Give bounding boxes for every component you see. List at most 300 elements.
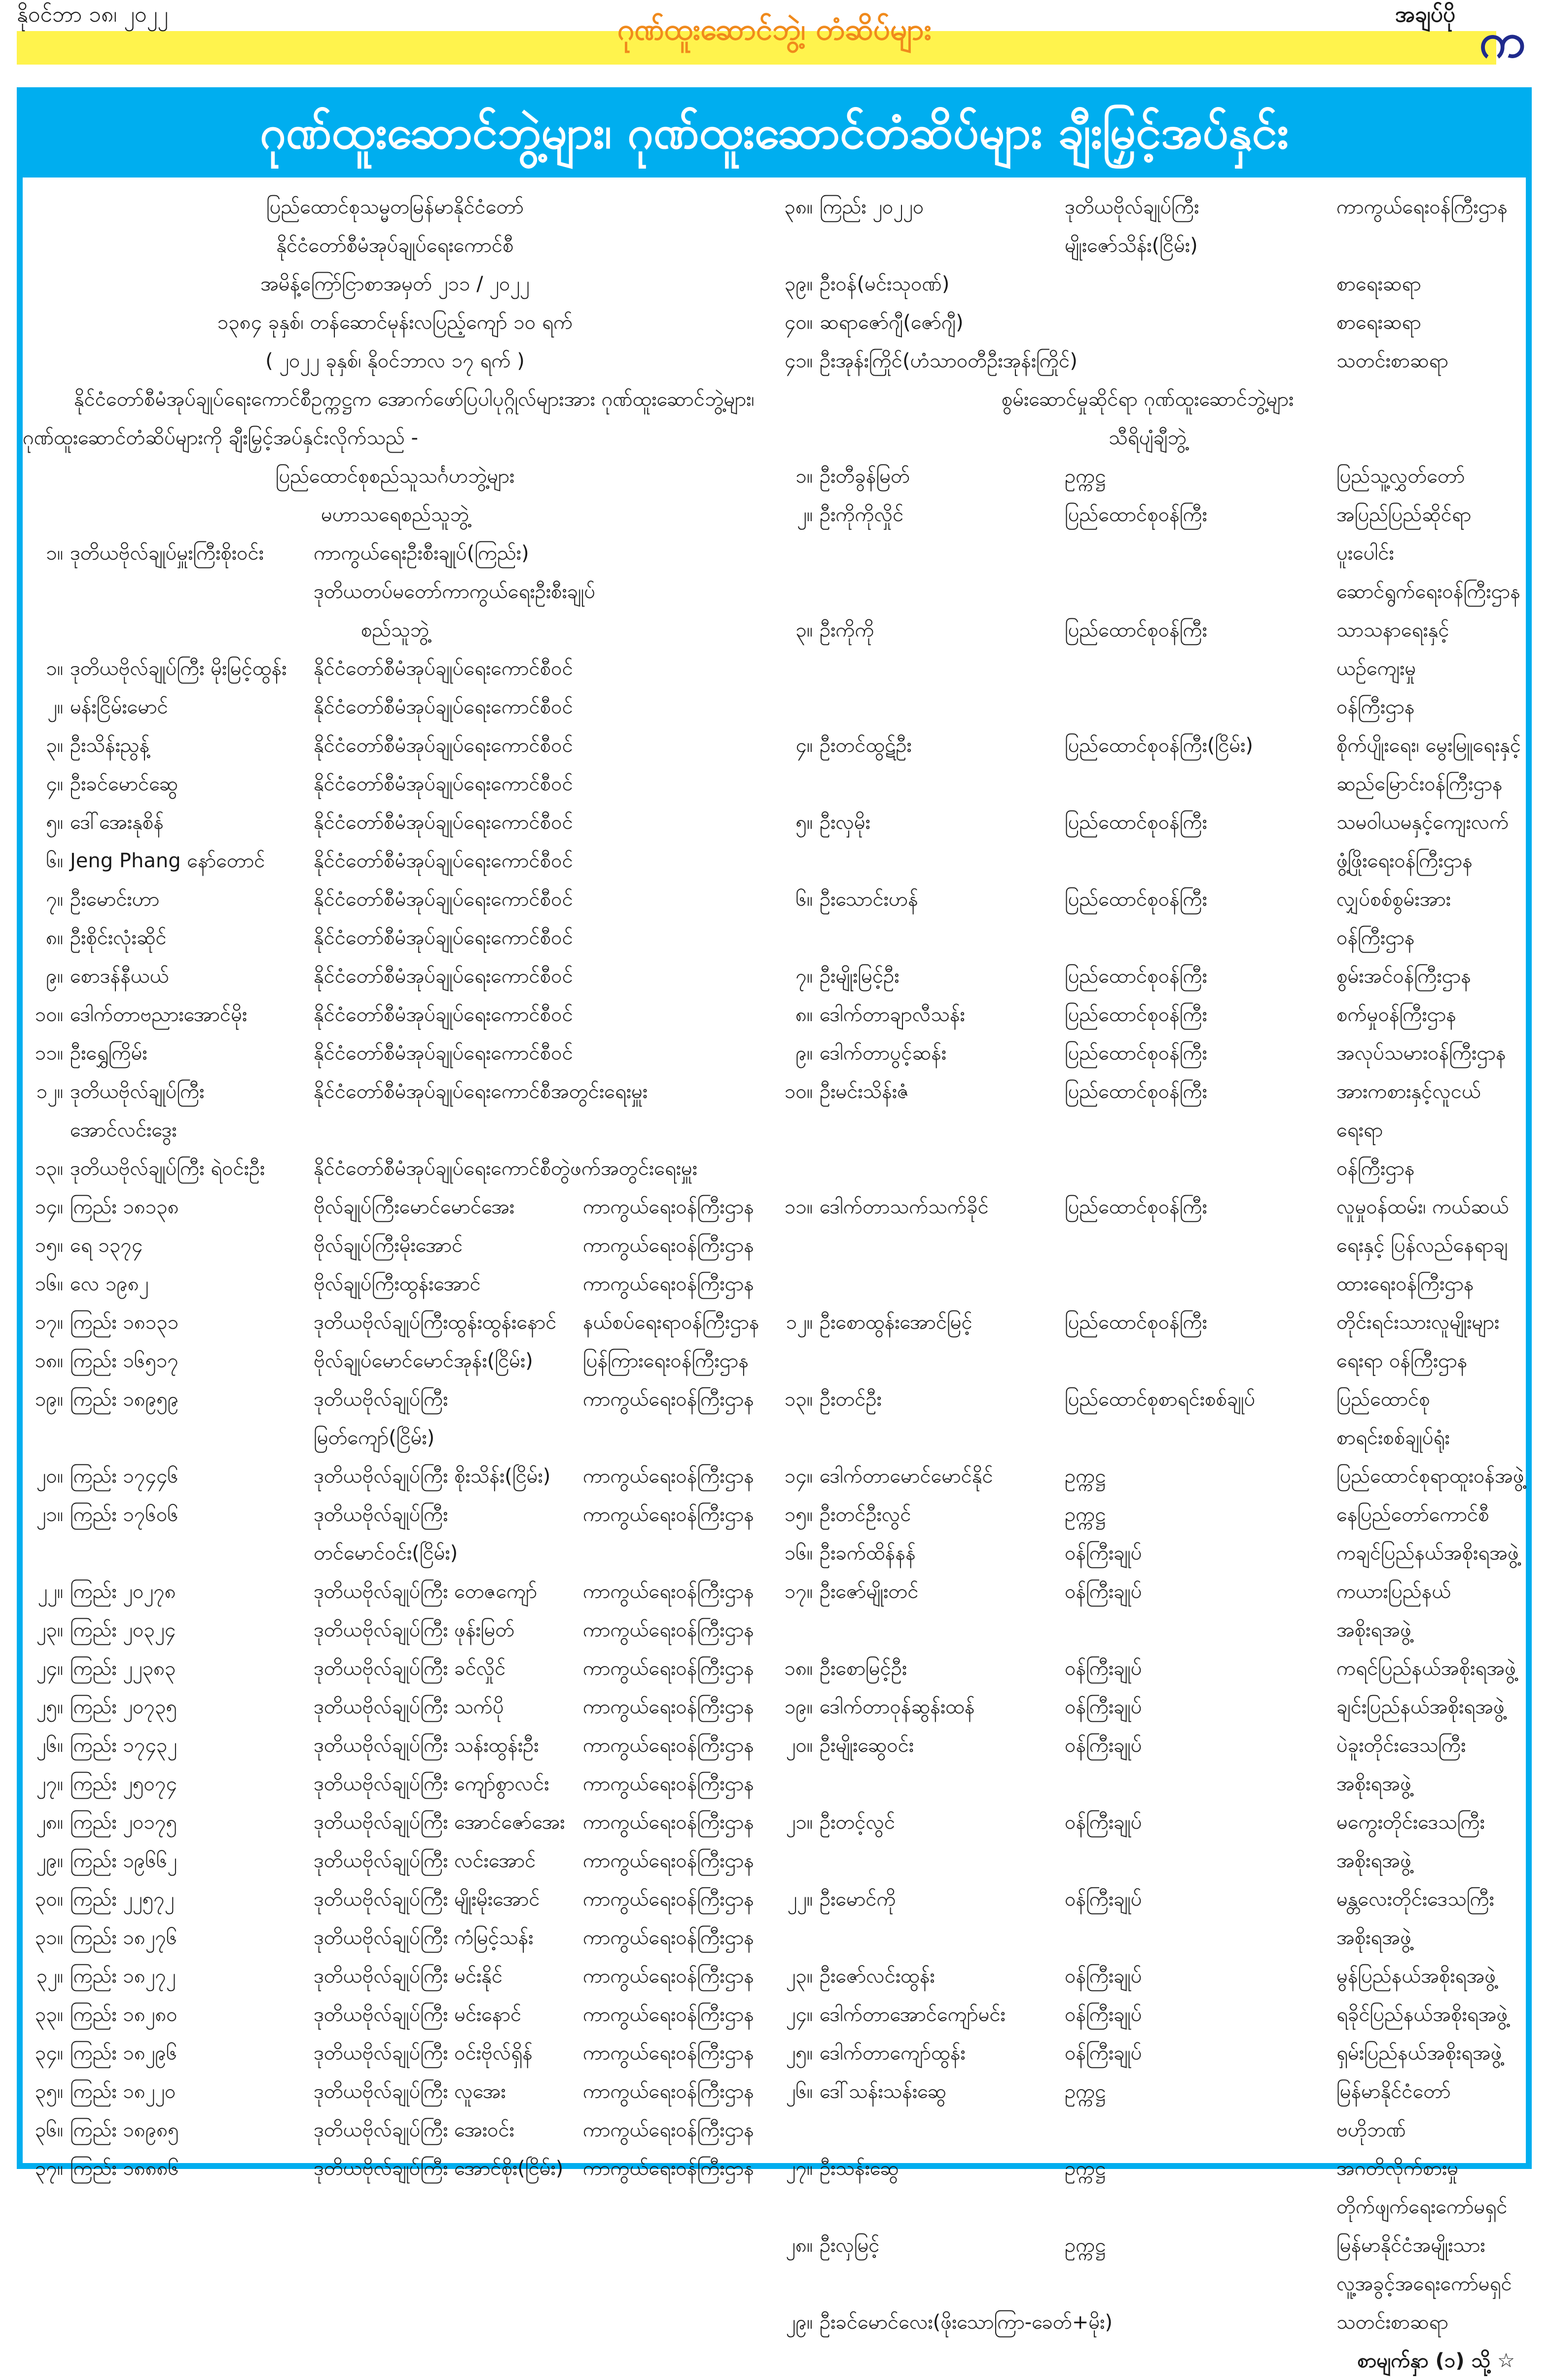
list-item bbox=[770, 880, 1525, 957]
position: ပြည်ထောင်စုဝန်ကြီး bbox=[1065, 1311, 1207, 1334]
recipient-role: နိုင်ငံတော်စီမံအုပ်ချုပ်ရေးကောင်စီဝင် bbox=[314, 657, 573, 680]
item-number: ၇။ bbox=[795, 965, 813, 988]
organization: သတင်းစာဆရာ bbox=[1336, 2311, 1448, 2334]
recipient-name: ဦးကိုကိုလှိုင် bbox=[820, 503, 904, 526]
list-item bbox=[23, 1842, 767, 1880]
item-number: ၈။ bbox=[46, 926, 63, 949]
page-number: က bbox=[1479, 13, 1525, 68]
recipient-role: နိုင်ငံတော်စီမံအုပ်ချုပ်ရေးကောင်စီဝင် bbox=[314, 1003, 573, 1026]
item-number: ၁၃။ bbox=[35, 1157, 63, 1180]
list-item bbox=[770, 957, 1525, 995]
service-number: ကြည်း ၂၀၇၃၅ bbox=[70, 1696, 178, 1718]
service-number: ကြည်း ၁၇၄၄၆ bbox=[70, 1465, 179, 1488]
item-number: ၃၈။ bbox=[784, 196, 813, 218]
order-header-line: အမိန့်ကြော်ငြာစာအမှတ် ၂၁၁ / ၂၀၂၂ bbox=[260, 273, 530, 295]
item-number: ၃။ bbox=[46, 734, 63, 757]
position: ဝန်ကြီးချုပ် bbox=[1065, 1580, 1142, 1603]
list-item bbox=[770, 1457, 1525, 1495]
organization: လျှပ်စစ်စွမ်းအားဝန်ကြီးဌာန bbox=[1336, 888, 1451, 949]
item-number: ၃၄။ bbox=[35, 2042, 63, 2064]
recipient-name: ဒုတိယဗိုလ်ချုပ်ကြီး ရဲဝင်းဦး bbox=[70, 1157, 265, 1180]
ministry: ကာကွယ်ရေးဝန်ကြီးဌာန bbox=[583, 1696, 754, 1718]
position: ဝန်ကြီးချုပ် bbox=[1065, 1888, 1142, 1911]
item-number: ၂၃။ bbox=[786, 1965, 813, 1988]
item-number: ၂၁။ bbox=[786, 1811, 813, 1834]
position: ပြည်ထောင်စုဝန်ကြီး bbox=[1065, 811, 1207, 834]
list-item bbox=[23, 1034, 767, 1072]
item-number: ၁၁။ bbox=[35, 1042, 63, 1065]
recipient-name: ဦးခက်ထိန်နန် bbox=[820, 1542, 916, 1564]
position: ပြည်ထောင်စုဝန်ကြီး bbox=[1065, 1196, 1207, 1218]
item-number: ၁၇။ bbox=[784, 1580, 813, 1603]
recipient-name: ဒုတိယဗိုလ်ချုပ်ကြီး လူအေး bbox=[314, 2080, 506, 2103]
item-number: ၉။ bbox=[46, 965, 63, 988]
item-number: ၂၉။ bbox=[786, 2311, 813, 2334]
recipient-name: ဗိုလ်ချုပ်ကြီးမောင်မောင်အေး bbox=[314, 1196, 515, 1218]
section-heading: ပြည်ထောင်စုစည်သူသင်္ဂဟဘွဲ့များ bbox=[275, 465, 515, 488]
ministry: ကာကွယ်ရေးဝန်ကြီးဌာန bbox=[583, 1196, 754, 1218]
recipient-name: ဒုတိယဗိုလ်ချုပ်ကြီး ကံမြင့်သန်း bbox=[314, 1926, 534, 1949]
list-item bbox=[23, 534, 767, 611]
position: ဝန်ကြီးချုပ် bbox=[1065, 1965, 1142, 1988]
list-item bbox=[770, 1726, 1525, 1803]
position: ဝန်ကြီးချုပ် bbox=[1065, 2003, 1142, 2026]
position: ပြည်ထောင်စုဝန်ကြီး bbox=[1065, 965, 1207, 988]
continued-on-page: စာမျက်နှာ (၁) သို့ ☆ bbox=[1357, 2349, 1515, 2372]
recipient-name: ဦးကိုကို bbox=[820, 619, 874, 641]
item-number: ၃၁။ bbox=[35, 1926, 63, 1949]
list-item bbox=[770, 496, 1525, 611]
service-number: ကြည်း ၂၀၃၂၄ bbox=[70, 1619, 176, 1641]
list-item bbox=[770, 265, 1525, 303]
list-item bbox=[770, 2149, 1525, 2226]
item-number: ၅။ bbox=[795, 811, 813, 834]
recipient-name: ဦးမင်းသိန်းဇံ bbox=[820, 1080, 909, 1103]
recipient-name: ဒုတိယဗိုလ်ချုပ်ကြီး လင်းအောင် bbox=[314, 1849, 536, 1872]
item-number: ၁၀။ bbox=[35, 1003, 63, 1026]
position: ဥက္ကဋ္ဌ bbox=[1065, 2080, 1106, 2103]
ministry: ကာကွယ်ရေးဝန်ကြီးဌာန bbox=[583, 2119, 754, 2141]
ministry: ကာကွယ်ရေးဝန်ကြီးဌာန bbox=[583, 2080, 754, 2103]
service-number: ကြည်း ၁၈၉၈၅ bbox=[70, 2119, 179, 2141]
item-number: ၁၆။ bbox=[35, 1273, 63, 1295]
service-number: ကြည်း ၁၉၆၆၂ bbox=[70, 1849, 178, 1872]
list-item bbox=[23, 726, 767, 765]
list-item bbox=[770, 457, 1525, 496]
organization: စက်မှုဝန်ကြီးဌာန bbox=[1336, 1003, 1457, 1026]
profession: စာရေးဆရာ bbox=[1336, 273, 1421, 295]
recipient-name: ဦးတင်ဦး bbox=[820, 1388, 882, 1411]
service-number: လေ ၁၉၈၂ bbox=[70, 1273, 149, 1295]
item-number: ၄၁။ bbox=[784, 350, 813, 372]
list-item bbox=[23, 1649, 767, 1688]
organization: ကချင်ပြည်နယ်အစိုးရအဖွဲ့ bbox=[1336, 1542, 1519, 1564]
list-item bbox=[23, 1303, 767, 1342]
recipient-name: ဦးတင်ထွဋ်ဦး bbox=[820, 734, 912, 757]
position: ဝန်ကြီးချုပ် bbox=[1065, 1696, 1142, 1718]
list-item bbox=[23, 880, 767, 919]
recipient-name: ဒုတိယဗိုလ်ချုပ်မှူးကြီးစိုးဝင်း bbox=[70, 542, 264, 565]
item-number: ၁၅။ bbox=[784, 1503, 813, 1526]
position: ဥက္ကဋ္ဌ bbox=[1065, 2234, 1106, 2257]
recipient-name: ဦးရွှေကြိမ်း bbox=[70, 1042, 147, 1065]
list-item bbox=[23, 957, 767, 995]
list-item bbox=[23, 688, 767, 726]
recipient-role: နိုင်ငံတော်စီမံအုပ်ချုပ်ရေးကောင်စီဝင် bbox=[314, 773, 573, 795]
list-item bbox=[23, 1726, 767, 1765]
item-number: ၁၄။ bbox=[35, 1196, 63, 1218]
ministry: ပြန်ကြားရေးဝန်ကြီးဌာန bbox=[583, 1350, 749, 1372]
item-number: ၂၆။ bbox=[36, 1734, 63, 1757]
service-number: ကြည်း ၁၆၅၁၇ bbox=[70, 1350, 179, 1372]
position: ပြည်ထောင်စုဝန်ကြီး bbox=[1065, 1003, 1207, 1026]
item-number: ၂၅။ bbox=[786, 2042, 813, 2064]
supplement-label: အချပ်ပို bbox=[1395, 2, 1455, 27]
list-item bbox=[770, 1534, 1525, 1572]
service-number: ကြည်း ၁၈၂၇၆ bbox=[70, 1926, 178, 1949]
item-number: ၁။ bbox=[46, 657, 63, 680]
recipient-name: ဦးစိုင်းလုံးဆိုင် bbox=[70, 926, 167, 949]
item-number: ၄၀။ bbox=[784, 311, 813, 334]
item-number: ၂၄။ bbox=[786, 2003, 813, 2026]
item-number: ၃၅။ bbox=[35, 2080, 63, 2103]
ministry: ကာကွယ်ရေးဝန်ကြီးဌာန bbox=[583, 1657, 754, 1680]
recipient-name: ဒုတိယဗိုလ်ချုပ်ကြီး မျိုးဇော်သိန်း(ငြိမ်း) bbox=[1065, 196, 1199, 257]
ministry: ကာကွယ်ရေးဝန်ကြီးဌာန bbox=[583, 1926, 754, 1949]
list-item bbox=[770, 1380, 1525, 1457]
list-item bbox=[23, 1072, 767, 1149]
organization: ပဲခူးတိုင်းဒေသကြီး အစိုးရအဖွဲ့ bbox=[1336, 1734, 1466, 1795]
item-number: ၂၀။ bbox=[786, 1734, 813, 1757]
recipient-role: နိုင်ငံတော်စီမံအုပ်ချုပ်ရေးကောင်စီဝင် bbox=[314, 965, 573, 988]
list-item bbox=[770, 1995, 1525, 2034]
item-number: ၁၉။ bbox=[35, 1388, 63, 1411]
list-item bbox=[23, 2072, 767, 2111]
recipient-name: ဒုတိယဗိုလ်ချုပ်ကြီး ဝင်းဗိုလ်ရှိန် bbox=[314, 2042, 533, 2064]
service-number: ကြည်း ၁၈၂၂၀ bbox=[70, 2080, 176, 2103]
recipient-name: ဒုတိယဗိုလ်ချုပ်ကြီး မင်းနောင် bbox=[314, 2003, 522, 2026]
list-item bbox=[770, 1303, 1525, 1380]
ministry: ကာကွယ်ရေးဝန်ကြီးဌာန bbox=[583, 1465, 754, 1488]
issue-date: နိုဝင်ဘာ ၁၈၊ ၂၀၂၂ bbox=[17, 2, 168, 27]
recipient-name: ဦးတင်ဦးလွင် bbox=[820, 1503, 911, 1526]
item-number: ၂၇။ bbox=[786, 2157, 813, 2180]
ministry: ကာကွယ်ရေးဝန်ကြီးဌာန bbox=[583, 1388, 754, 1411]
list-item bbox=[23, 1342, 767, 1380]
right-column bbox=[770, 188, 1525, 2380]
recipient-name: ဒုတိယဗိုလ်ချုပ်ကြီး အောင်လင်းဒွေး bbox=[70, 1080, 205, 1141]
item-number: ၉။ bbox=[795, 1042, 813, 1065]
list-item bbox=[770, 803, 1525, 880]
list-item bbox=[23, 1918, 767, 1957]
item-number: ၁၁။ bbox=[784, 1196, 813, 1218]
recipient-name: ဒေါက်တာအောင်ကျော်မင်း bbox=[820, 2003, 1006, 2026]
recipient-name: ဦးဝန်(မင်းသုဝဏ်) bbox=[820, 273, 950, 295]
ministry: ကာကွယ်ရေးဝန်ကြီးဌာန bbox=[583, 2042, 754, 2064]
ministry: ကာကွယ်ရေးဝန်ကြီးဌာန bbox=[583, 1849, 754, 1872]
list-item bbox=[770, 2303, 1525, 2342]
ministry: ကာကွယ်ရေးဝန်ကြီးဌာန bbox=[583, 1965, 754, 1988]
ministry: ကာကွယ်ရေးဝန်ကြီးဌာန bbox=[583, 1888, 754, 1911]
recipient-name: ဦးဇော်လင်းထွန်း bbox=[820, 1965, 935, 1988]
profession: စာရေးဆရာ bbox=[1336, 311, 1421, 334]
ministry: ကာကွယ်ရေးဝန်ကြီးဌာန bbox=[583, 1580, 754, 1603]
item-number: ၄။ bbox=[795, 734, 813, 757]
recipient-name: ဦးမျိုးမြင့်ဦး bbox=[820, 965, 900, 988]
recipient-name: ဒုတိယဗိုလ်ချုပ်ကြီး မိုးမြင့်ထွန်း bbox=[70, 657, 287, 680]
organization: သာသနာရေးနှင့်ယဉ်ကျေးမှု ဝန်ကြီးဌာန bbox=[1336, 619, 1449, 718]
list-item bbox=[23, 1226, 767, 1265]
service-number: ကြည်း ၁၈၂၇၂ bbox=[70, 1965, 176, 1988]
recipient-name: ဒုတိယဗိုလ်ချုပ်ကြီး မင်းနိုင် bbox=[314, 1965, 503, 1988]
list-item bbox=[23, 1265, 767, 1303]
organization: အားကစားနှင့်လူငယ်ရေးရာ ဝန်ကြီးဌာန bbox=[1336, 1080, 1481, 1180]
item-number: ၂၄။ bbox=[36, 1657, 63, 1680]
organization: ပြည်ထောင်စု စာရင်းစစ်ချုပ်ရုံး bbox=[1336, 1388, 1450, 1449]
recipient-name: ဦးသိန်းညွန့် bbox=[70, 734, 150, 757]
list-item bbox=[23, 995, 767, 1034]
recipient-name: ဦးတီခွန်မြတ် bbox=[820, 465, 910, 488]
ministry: ကာကွယ်ရေးဝန်ကြီးဌာန bbox=[583, 1811, 754, 1834]
list-item bbox=[770, 2226, 1525, 2303]
list-item bbox=[23, 649, 767, 688]
position: ဝန်ကြီးချုပ် bbox=[1065, 2042, 1142, 2064]
item-number: ၆။ bbox=[46, 850, 63, 872]
list-item bbox=[770, 611, 1525, 726]
list-item bbox=[770, 188, 1525, 265]
service-number: ကြည်း ၂၀၂၂၀ bbox=[820, 196, 924, 218]
organization: အဂတိလိုက်စားမှု တိုက်ဖျက်ရေးကော်မရှင် bbox=[1336, 2157, 1508, 2218]
ministry: ကာကွယ်ရေးဝန်ကြီးဌာန bbox=[583, 2157, 754, 2180]
recipient-role: ကာကွယ်ရေးဦးစီးချုပ်(ကြည်း) ဒုတိယတပ်မတော်ကာကွယ်ရေးဦးစီးချုပ် bbox=[314, 542, 596, 603]
recipient-name: ဦးခင်မောင်လေး(ဖိုးသောကြာ-ခေတ်+မိုး) bbox=[820, 2311, 1113, 2334]
recipient-role: နိုင်ငံတော်စီမံအုပ်ချုပ်ရေးကောင်စီဝင် bbox=[314, 850, 573, 872]
list-item bbox=[770, 1688, 1525, 1726]
recipient-name: ဦးစောထွန်းအောင်မြင့် bbox=[820, 1311, 973, 1334]
subsection-heading: မဟာသရေစည်သူဘွဲ့ bbox=[321, 503, 469, 526]
position: ပြည်ထောင်စုဝန်ကြီး bbox=[1065, 619, 1207, 641]
recipient-name: ဗိုလ်ချုပ်မောင်မောင်အုန်း(ငြိမ်း) bbox=[314, 1350, 533, 1372]
recipient-role: နိုင်ငံတော်စီမံအုပ်ချုပ်ရေးကောင်စီဝင် bbox=[314, 734, 573, 757]
organization: ရခိုင်ပြည်နယ်အစိုးရအဖွဲ့ bbox=[1336, 2003, 1508, 2026]
position: ဝန်ကြီးချုပ် bbox=[1065, 1657, 1142, 1680]
recipient-name: ဦးစောမြင့်ဦး bbox=[820, 1657, 907, 1680]
list-item bbox=[770, 342, 1525, 380]
recipient-name: ဦးသောင်းဟန် bbox=[820, 888, 918, 911]
organization: မြန်မာနိုင်ငံတော် ဗဟိုဘဏ် bbox=[1336, 2080, 1451, 2141]
list-item bbox=[23, 1688, 767, 1726]
position: ဝန်ကြီးချုပ် bbox=[1065, 1811, 1142, 1834]
recipient-name: ဒုတိယဗိုလ်ချုပ်ကြီး တင်မောင်ဝင်း(ငြိမ်း) bbox=[314, 1503, 458, 1564]
service-number: ကြည်း ၁၈၁၃၈ bbox=[70, 1196, 179, 1218]
item-number: ၃၇။ bbox=[35, 2157, 63, 2180]
service-number: ကြည်း ၁၈၁၃၁ bbox=[70, 1311, 179, 1334]
section-title: ဂုဏ်ထူးဆောင်ဘွဲ့၊ တံဆိပ်များ bbox=[617, 12, 932, 47]
recipient-name: ဦးမောင်ကို bbox=[820, 1888, 896, 1911]
section-heading: စွမ်းဆောင်မှုဆိုင်ရာ ဂုဏ်ထူးဆောင်ဘွဲ့များ bbox=[1001, 388, 1294, 411]
list-item bbox=[23, 842, 767, 880]
list-item bbox=[770, 1572, 1525, 1649]
item-number: ၂၂။ bbox=[787, 1888, 813, 1911]
position: ဥက္ကဋ္ဌ bbox=[1065, 1465, 1106, 1488]
recipient-name: ဒုတိယဗိုလ်ချုပ်ကြီး မျိုးမိုးအောင် bbox=[314, 1888, 540, 1911]
list-item bbox=[23, 1995, 767, 2034]
list-item bbox=[23, 1880, 767, 1918]
recipient-name: ဒုတိယဗိုလ်ချုပ်ကြီး အေးဝင်း bbox=[314, 2119, 514, 2141]
intro-paragraph: နိုင်ငံတော်စီမံအုပ်ချုပ်ရေးကောင်စီဥက္ကဋ္ဌက အောက်ဖော်ပြပါပုဂ္ဂိုလ်များအား ဂုဏ်ထူးဆောင်ဘွဲ့များ၊ ဂုဏ်ထူးဆောင်တံဆိပ်များကို ချီးမြှင့်အပ်နှင်းလိုက်သည် - bbox=[23, 388, 755, 449]
list-item bbox=[23, 919, 767, 957]
ministry: ကာကွယ်ရေးဝန်ကြီးဌာန bbox=[583, 2003, 754, 2026]
recipient-name: ဒေါ်အေးနုစိန် bbox=[70, 811, 164, 834]
recipient-name: ဦးခင်မောင်ဆွေ bbox=[70, 773, 179, 795]
item-number: ၂။ bbox=[797, 503, 813, 526]
recipient-name: ဒေါက်တာဗညားအောင်မိုး bbox=[70, 1003, 248, 1026]
list-item bbox=[770, 1649, 1525, 1688]
recipient-name: ဒေါက်တာကျော်ထွန်း bbox=[820, 2042, 966, 2064]
service-number: ကြည်း ၁၈၉၅၉ bbox=[70, 1388, 179, 1411]
recipient-name: ဒုတိယဗိုလ်ချုပ်ကြီး မြတ်ကျော်(ငြိမ်း) bbox=[314, 1388, 448, 1449]
position: ဥက္ကဋ္ဌ bbox=[1065, 1503, 1106, 1526]
item-number: ၃။ bbox=[795, 619, 813, 641]
list-item bbox=[770, 1495, 1525, 1534]
organization: တိုင်းရင်းသားလူမျိုးများ ရေးရာ ဝန်ကြီးဌာန bbox=[1336, 1311, 1500, 1372]
recipient-name: မန်းငြိမ်းမောင် bbox=[70, 696, 168, 718]
recipient-name: ဒေါက်တာချာလီသန်း bbox=[820, 1003, 965, 1026]
service-number: ကြည်း ၂၀၁၇၅ bbox=[70, 1811, 178, 1834]
list-item bbox=[770, 303, 1525, 342]
recipient-name: ဒေါက်တာပွင့်ဆန်း bbox=[820, 1042, 946, 1065]
recipient-role: နိုင်ငံတော်စီမံအုပ်ချုပ်ရေးကောင်စီဝင် bbox=[314, 811, 573, 834]
organization: ပြည်ထောင်စုရာထူးဝန်အဖွဲ့ bbox=[1336, 1465, 1524, 1488]
recipient-name: ဦးလှမိုး bbox=[820, 811, 870, 834]
item-number: ၂၇။ bbox=[36, 1773, 63, 1795]
section-heading: သီရိပျံချီဘွဲ့ bbox=[1108, 426, 1187, 449]
organization: စိုက်ပျိုးရေး၊ မွေးမြူရေးနှင့် ဆည်မြောင်းဝန်ကြီးဌာန bbox=[1336, 734, 1521, 795]
item-number: ၂၀။ bbox=[36, 1465, 63, 1488]
organization: နေပြည်တော်ကောင်စီ bbox=[1336, 1503, 1489, 1526]
list-item bbox=[770, 1803, 1525, 1880]
recipient-name: ဒုတိယဗိုလ်ချုပ်ကြီး ကျော်စွာလင်း bbox=[314, 1773, 549, 1795]
position: ပြည်ထောင်စုဝန်ကြီး bbox=[1065, 1080, 1207, 1103]
organization: ပြည်သူ့လွှတ်တော် bbox=[1336, 465, 1465, 488]
ministry: ကာကွယ်ရေးဝန်ကြီးဌာန bbox=[583, 1503, 754, 1526]
organization: စွမ်းအင်ဝန်ကြီးဌာန bbox=[1336, 965, 1471, 988]
item-number: ၂၁။ bbox=[36, 1503, 63, 1526]
list-item bbox=[23, 2149, 767, 2188]
item-number: ၃၂။ bbox=[36, 1965, 63, 1988]
ministry: ကာကွယ်ရေးဝန်ကြီးဌာန bbox=[583, 1734, 754, 1757]
recipient-role: နိုင်ငံတော်စီမံအုပ်ချုပ်ရေးကောင်စီတွဲဖက်အတွင်းရေးမှူး bbox=[314, 1157, 698, 1180]
recipient-role: နိုင်ငံတော်စီမံအုပ်ချုပ်ရေးကောင်စီဝင် bbox=[314, 696, 573, 718]
position: ပြည်ထောင်စုဝန်ကြီး bbox=[1065, 888, 1207, 911]
item-number: ၃၆။ bbox=[35, 2119, 63, 2141]
item-number: ၂၆။ bbox=[786, 2080, 813, 2103]
order-header-line: နိုင်ငံတော်စီမံအုပ်ချုပ်ရေးကောင်စီ bbox=[276, 234, 514, 257]
item-number: ၁၆။ bbox=[784, 1542, 813, 1564]
list-item bbox=[23, 1957, 767, 1995]
item-number: ၂၈။ bbox=[36, 1811, 63, 1834]
list-item bbox=[23, 1380, 767, 1457]
item-number: ၂၃။ bbox=[36, 1619, 63, 1641]
position: ဥက္ကဋ္ဌ bbox=[1065, 2157, 1106, 2180]
ministry: ကာကွယ်ရေးဝန်ကြီးဌာန bbox=[1336, 196, 1508, 218]
item-number: ၂၉။ bbox=[36, 1849, 63, 1872]
list-item bbox=[770, 2034, 1525, 2072]
item-number: ၂။ bbox=[47, 696, 63, 718]
recipient-name: ဒေါ်သန်းသန်းဆွေ bbox=[820, 2080, 946, 2103]
service-number: ကြည်း ၂၅၀၇၄ bbox=[70, 1773, 178, 1795]
organization: ချင်းပြည်နယ်အစိုးရအဖွဲ့ bbox=[1336, 1696, 1505, 1718]
item-number: ၈။ bbox=[795, 1003, 813, 1026]
service-number: ကြည်း ၂၀၂၇၈ bbox=[70, 1580, 176, 1603]
recipient-role: နိုင်ငံတော်စီမံအုပ်ချုပ်ရေးကောင်စီဝင် bbox=[314, 926, 573, 949]
recipient-name: ဒေါက်တာဝုန်ဆွန်းထန် bbox=[820, 1696, 975, 1718]
list-item bbox=[23, 1765, 767, 1803]
list-item bbox=[770, 1072, 1525, 1188]
article-title: ဂုဏ်ထူးဆောင်ဘွဲ့များ၊ ဂုဏ်ထူးဆောင်တံဆိပ်များ ချီးမြှင့်အပ်နှင်း bbox=[17, 87, 1532, 178]
ministry: နယ်စပ်ရေးရာဝန်ကြီးဌာန bbox=[583, 1311, 759, 1334]
list-item bbox=[770, 1034, 1525, 1072]
masthead bbox=[0, 0, 1549, 69]
item-number: ၁၂။ bbox=[786, 1311, 813, 1334]
recipient-name: ဒုတိယဗိုလ်ချုပ်ကြီး အောင်စိုး(ငြိမ်း) bbox=[314, 2157, 564, 2180]
recipient-name: ဒုတိယဗိုလ်ချုပ်ကြီး အောင်ဇော်အေး bbox=[314, 1811, 565, 1834]
ministry: ကာကွယ်ရေးဝန်ကြီးဌာန bbox=[583, 1773, 754, 1795]
recipient-name: ဦးဇော်မျိုးတင် bbox=[820, 1580, 919, 1603]
item-number: ၁၈။ bbox=[35, 1350, 63, 1372]
organization: အလုပ်သမားဝန်ကြီးဌာန bbox=[1336, 1042, 1506, 1065]
position: ပြည်ထောင်စုဝန်ကြီး bbox=[1065, 503, 1207, 526]
list-item bbox=[770, 1957, 1525, 1995]
organization: မြန်မာနိုင်ငံအမျိုးသား လူ့အခွင့်အရေးကော်မရှင် bbox=[1336, 2234, 1512, 2295]
list-item bbox=[23, 1495, 767, 1572]
organization: မန္တလေးတိုင်းဒေသကြီး အစိုးရအဖွဲ့ bbox=[1336, 1888, 1494, 1949]
item-number: ၃၀။ bbox=[35, 1888, 63, 1911]
item-number: ၂၂။ bbox=[37, 1580, 63, 1603]
organization: မကွေးတိုင်းဒေသကြီး အစိုးရအဖွဲ့ bbox=[1336, 1811, 1485, 1872]
recipient-name: ဒုတိယဗိုလ်ချုပ်ကြီး တေဇကျော် bbox=[314, 1580, 538, 1603]
item-number: ၁၀။ bbox=[784, 1080, 813, 1103]
position: ဥက္ကဋ္ဌ bbox=[1065, 465, 1106, 488]
organization: လူမှုဝန်ထမ်း၊ ကယ်ဆယ် ရေးနှင့် ပြန်လည်နေရာချ ထားရေးဝန်ကြီးဌာန bbox=[1336, 1196, 1509, 1295]
organization: ရှမ်းပြည်နယ်အစိုးရအဖွဲ့ bbox=[1336, 2042, 1502, 2064]
list-item bbox=[23, 1572, 767, 1611]
recipient-name: ဦးတင့်လွင် bbox=[820, 1811, 896, 1834]
item-number: ၁၉။ bbox=[784, 1696, 813, 1718]
service-number: ကြည်း ၁၈၂၈၀ bbox=[70, 2003, 178, 2026]
recipient-name: ဗိုလ်ချုပ်ကြီးထွန်းအောင် bbox=[314, 1273, 481, 1295]
list-item bbox=[23, 2034, 767, 2072]
recipient-name: ဒုတိယဗိုလ်ချုပ်ကြီး သန်းထွန်းဦး bbox=[314, 1734, 539, 1757]
position: ပြည်ထောင်စုစာရင်းစစ်ချုပ် bbox=[1065, 1388, 1256, 1411]
service-number: ကြည်း ၁၇၄၃၂ bbox=[70, 1734, 178, 1757]
recipient-name: ဒုတိယဗိုလ်ချုပ်ကြီး စိုးသိန်း(ငြိမ်း) bbox=[314, 1465, 551, 1488]
left-column bbox=[23, 188, 767, 2188]
list-item bbox=[770, 1188, 1525, 1303]
list-item bbox=[23, 1149, 767, 1188]
item-number: ၁၇။ bbox=[35, 1311, 63, 1334]
recipient-role: နိုင်ငံတော်စီမံအုပ်ချုပ်ရေးကောင်စီအတွင်းရေးမှူး bbox=[314, 1080, 648, 1103]
profession: သတင်းစာဆရာ bbox=[1336, 350, 1448, 372]
ministry: ကာကွယ်ရေးဝန်ကြီးဌာန bbox=[583, 1234, 754, 1257]
service-number: ကြည်း ၂၂၃၈၃ bbox=[70, 1657, 176, 1680]
recipient-name: စောဒန်နီယယ် bbox=[70, 965, 169, 988]
item-number: ၂၈။ bbox=[786, 2234, 813, 2257]
service-number: ကြည်း ၁၈၈၈၆ bbox=[70, 2157, 179, 2180]
recipient-role: နိုင်ငံတော်စီမံအုပ်ချုပ်ရေးကောင်စီဝင် bbox=[314, 1042, 573, 1065]
item-number: ၄။ bbox=[46, 773, 63, 795]
order-header-line: ပြည်ထောင်စုသမ္မတမြန်မာနိုင်ငံတော် bbox=[266, 196, 524, 218]
